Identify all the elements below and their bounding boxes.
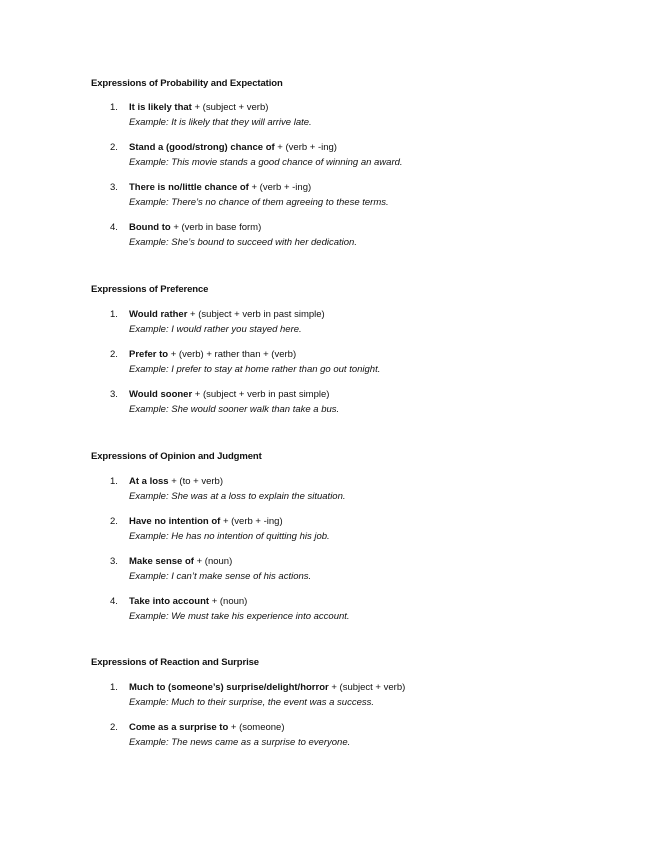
example-sentence: Example: This movie stands a good chance of winning an award. (129, 157, 403, 168)
example-sentence: Example: We must take his experience into account. (129, 611, 350, 622)
item-number: 2. (110, 516, 118, 527)
item-number: 1. (110, 682, 118, 693)
expression-pattern: + (subject + verb) (328, 682, 406, 693)
item-number: 1. (110, 309, 118, 320)
expression-phrase: It is likely that (129, 102, 192, 113)
section-reaction (91, 657, 611, 750)
expression-pattern: + (noun) (193, 556, 233, 567)
item-number: 4. (110, 222, 118, 233)
item-number: 1. (110, 476, 118, 487)
section-preference (91, 284, 611, 417)
list-item (91, 180, 611, 210)
item-number: 4. (110, 596, 118, 607)
item-number: 3. (110, 389, 118, 400)
list-item (91, 307, 611, 337)
expression-phrase: Prefer to (129, 349, 169, 360)
example-sentence: Example: I would rather you stayed here. (129, 324, 302, 335)
expression-phrase: Come as a surprise to (129, 722, 229, 733)
example-sentence: Example: He has no intention of quitting his job. (129, 531, 330, 542)
expression-pattern: + (someone) (228, 722, 285, 733)
expression-phrase: Bound to (129, 222, 171, 233)
expression-phrase: Would sooner (129, 389, 193, 400)
example-sentence: Example: I prefer to stay at home rather than go out tonight. (129, 364, 381, 375)
list-item (91, 474, 611, 504)
expression-pattern: + (verb + -ing) (248, 182, 312, 193)
item-number: 2. (110, 722, 118, 733)
section-opinion (91, 451, 611, 624)
expression-phrase: There is no/little chance of (129, 182, 249, 193)
section-heading: Expressions of Opinion and Judgment (91, 451, 262, 462)
list-item (91, 347, 611, 377)
expression-pattern: + (subject + verb in past simple) (192, 389, 330, 400)
list-item (91, 680, 611, 710)
section-probability (91, 78, 611, 250)
item-number: 3. (110, 556, 118, 567)
item-number: 2. (110, 349, 118, 360)
list-item (91, 387, 611, 417)
expression-list (91, 680, 611, 750)
list-item (91, 720, 611, 750)
expression-list (91, 307, 611, 417)
example-sentence: Example: She was at a loss to explain the situation. (129, 491, 346, 502)
expression-phrase: At a loss (129, 476, 169, 487)
list-item (91, 100, 611, 130)
example-sentence: Example: Much to their surprise, the event was a success. (129, 697, 374, 708)
expression-pattern: + (subject + verb) (191, 102, 269, 113)
expression-phrase: Stand a (good/strong) chance of (129, 142, 275, 153)
expression-pattern: + (to + verb) (168, 476, 223, 487)
expression-pattern: + (verb) + rather than + (verb) (168, 349, 297, 360)
example-sentence: Example: It is likely that they will arrive late. (129, 117, 312, 128)
example-sentence: Example: She would sooner walk than take a bus. (129, 404, 340, 415)
item-number: 2. (110, 142, 118, 153)
list-item (91, 594, 611, 624)
section-heading: Expressions of Probability and Expectation (91, 78, 283, 89)
expression-phrase: Take into account (129, 596, 210, 607)
expression-phrase: Would rather (129, 309, 188, 320)
example-sentence: Example: I can’t make sense of his actions. (129, 571, 312, 582)
example-sentence: Example: The news came as a surprise to everyone. (129, 737, 351, 748)
expression-list (91, 474, 611, 624)
expression-pattern: + (verb + -ing) (220, 516, 283, 527)
expression-pattern: + (verb + -ing) (274, 142, 337, 153)
section-heading: Expressions of Preference (91, 284, 209, 295)
item-number: 3. (110, 182, 118, 193)
list-item (91, 220, 611, 250)
expression-pattern: + (subject + verb in past simple) (187, 309, 325, 320)
section-heading: Expressions of Reaction and Surprise (91, 657, 259, 668)
expression-phrase: Make sense of (129, 556, 194, 567)
item-number: 1. (110, 102, 118, 113)
list-item (91, 554, 611, 584)
example-sentence: Example: There’s no chance of them agreeing to these terms. (129, 197, 389, 208)
expression-phrase: Much to (someone’s) surprise/delight/horror (129, 682, 329, 693)
expression-pattern: + (verb in base form) (170, 222, 262, 233)
example-sentence: Example: She’s bound to succeed with her dedication. (129, 237, 357, 248)
list-item (91, 140, 611, 170)
expression-pattern: + (noun) (209, 596, 248, 607)
expression-list (91, 100, 611, 250)
expression-phrase: Have no intention of (129, 516, 221, 527)
list-item (91, 514, 611, 544)
